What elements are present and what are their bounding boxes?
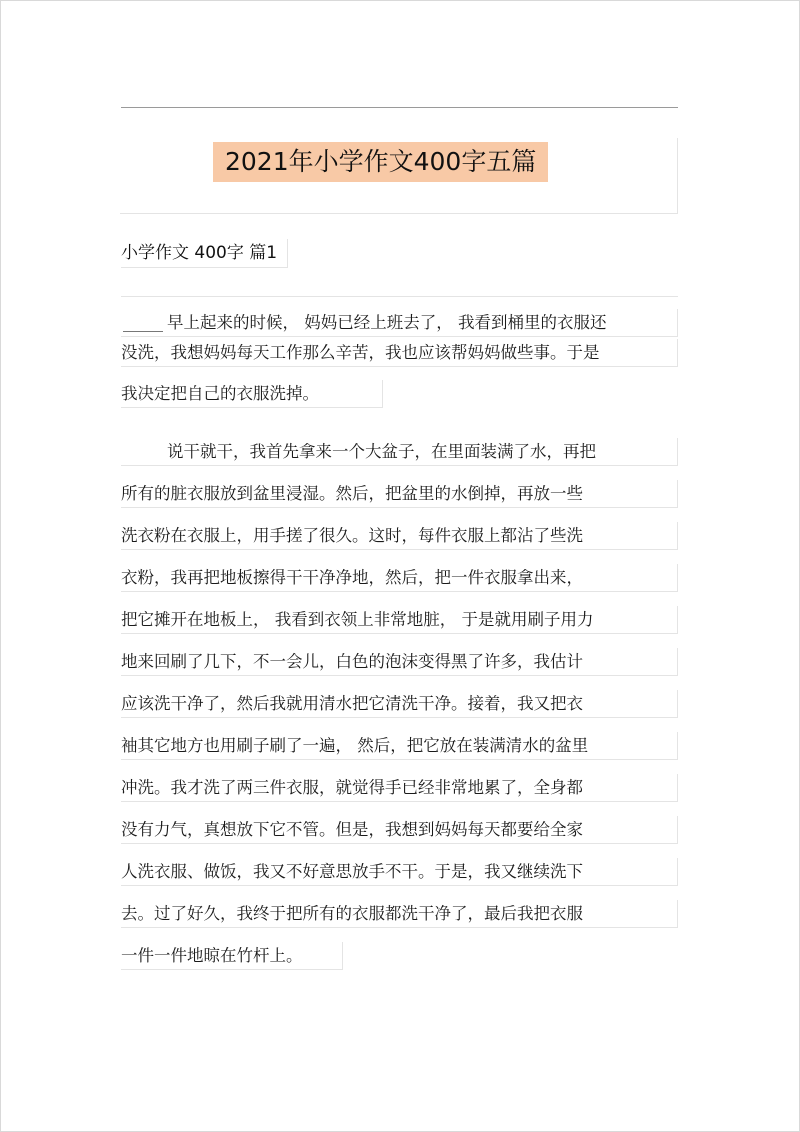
paragraph-1-line-1: 早上起来的时候， 妈妈已经上班去了， 我看到桶里的衣服还 (121, 309, 678, 337)
paragraph-2-line-12: 去。过了好久，我终于把所有的衣服都洗干净了，最后我把衣服 (121, 900, 678, 928)
paragraph-2-line-11: 人洗衣服、做饭，我又不好意思放手不干。于是，我又继续洗下 (121, 858, 678, 886)
paragraph-1-line-2: 没洗，我想妈妈每天工作那么辛苦，我也应该帮妈妈做些事。于是 (121, 339, 678, 367)
paragraph-frame (121, 296, 678, 297)
paragraph-2-line-5: 把它摊开在地板上， 我看到衣领上非常地脏， 于是就用刷子用力 (121, 606, 678, 634)
paragraph-2-line-6: 地来回刷了几下，不一会儿，白色的泡沫变得黑了许多，我估计 (121, 648, 678, 676)
paragraph-2-line-4: 衣粉，我再把地板擦得干干净净地，然后，把一件衣服拿出来， (121, 564, 678, 592)
paragraph-2-line-7: 应该洗干净了，然后我就用清水把它清洗干净。接着，我又把衣 (121, 690, 678, 718)
paragraph-1-line-3: 我决定把自己的衣服洗掉。 (121, 380, 383, 408)
paragraph-2-line-2: 所有的脏衣服放到盆里浸湿。然后，把盆里的水倒掉，再放一些 (121, 480, 678, 508)
paragraph-2-line-8: 袖其它地方也用刷子刷了一遍， 然后，把它放在装满清水的盆里 (121, 732, 678, 760)
paragraph-2-line-1: 说干就干，我首先拿来一个大盆子，在里面装满了水，再把 (121, 438, 678, 466)
paragraph-2-line-13: 一件一件地晾在竹杆上。 (121, 942, 343, 970)
paragraph-2-line-3: 洗衣粉在衣服上，用手搓了很久。这时，每件衣服上都沾了些洗 (121, 522, 678, 550)
paragraph-2-line-9: 冲洗。我才洗了两三件衣服，就觉得手已经非常地累了，全身都 (121, 774, 678, 802)
document-title: 2021年小学作文400字五篇 (213, 142, 548, 182)
section-heading: 小学作文 400字 篇1 (121, 239, 288, 268)
paragraph-2-line-10: 没有力气，真想放下它不管。但是，我想到妈妈每天都要给全家 (121, 816, 678, 844)
header-rule (121, 107, 678, 108)
